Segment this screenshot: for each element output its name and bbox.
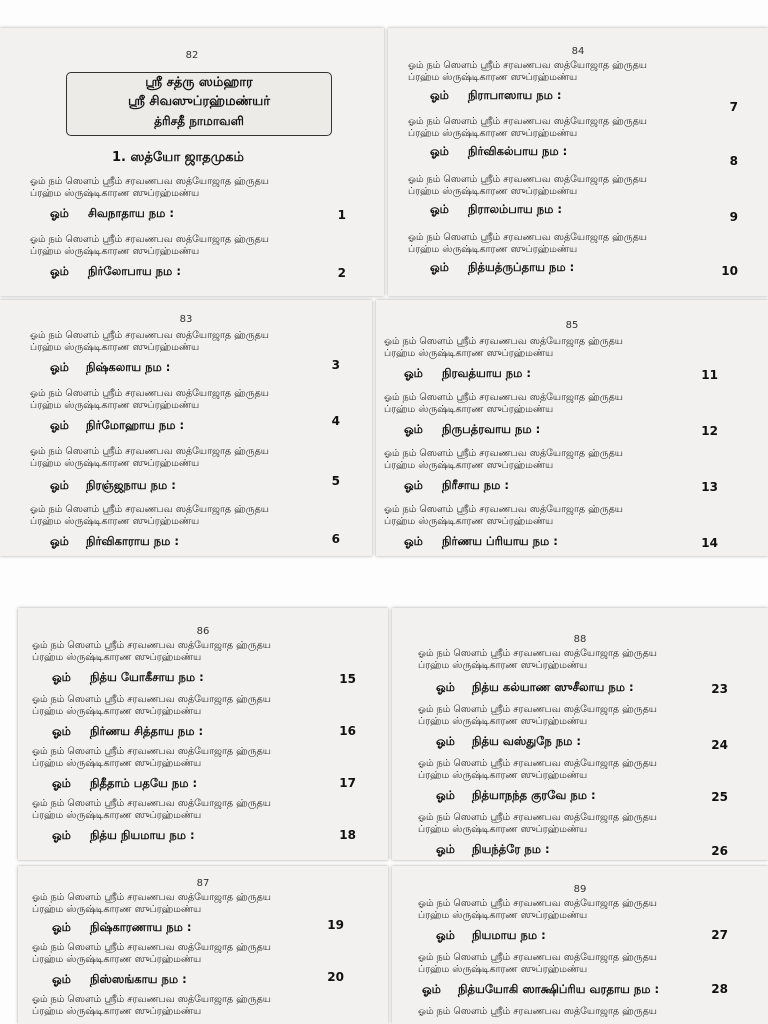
mantra-line-2: ப்ரஹ்ம ஸ்ருஷ்டிகாரண ஸுப்ரஹ்மண்ய xyxy=(408,244,578,255)
entry-number: 23 xyxy=(711,682,728,696)
om-label: ஓம் xyxy=(52,776,71,790)
mantra-line-2: ப்ரஹ்ம ஸ்ருஷ்டிகாரண ஸுப்ரஹ்மண்ய xyxy=(418,910,588,921)
page-number: 82 xyxy=(185,50,199,61)
name-entry: நிரவத்யாய நம : xyxy=(442,366,531,380)
mantra-line-1: ஓம் நம் ஸௌம் ஸ்ரீம் சரவணபவ ஸத்யோஜாத ஹ்ருதய xyxy=(384,392,623,403)
entry-number: 18 xyxy=(339,828,356,842)
mantra-line-2: ப்ரஹ்ம ஸ்ருஷ்டிகாரண ஸுப்ரஹ்மண்ய xyxy=(418,716,588,727)
page-number: 85 xyxy=(565,320,579,331)
om-label: ஓம் xyxy=(50,534,69,548)
mantra-line-2: ப்ரஹ்ம ஸ்ருஷ்டிகாரண ஸுப்ரஹ்மண்ய xyxy=(384,516,554,527)
mantra-line-2: ப்ரஹ்ம ஸ்ருஷ்டிகாரண ஸுப்ரஹ்மண்ய xyxy=(32,1006,202,1017)
entry-number: 7 xyxy=(729,100,738,114)
om-label: ஓம் xyxy=(422,982,441,996)
mantra-line-2: ப்ரஹ்ம ஸ்ருஷ்டிகாரண ஸுப்ரஹ்மண்ய xyxy=(30,246,200,257)
page-number: 89 xyxy=(573,884,587,895)
mantra-line-2: ப்ரஹ்ம ஸ்ருஷ்டிகாரண ஸுப்ரஹ்மண்ய xyxy=(30,516,200,527)
entry-number: 10 xyxy=(721,264,738,278)
mantra-line-2: ப்ரஹ்ம ஸ்ருஷ்டிகாரண ஸுப்ரஹ்மண்ய xyxy=(408,186,578,197)
mantra-line-1: ஓம் நம் ஸௌம் ஸ்ரீம் சரவணபவ ஸத்யோஜாத ஹ்ருதய xyxy=(32,994,271,1005)
om-label: ஓம் xyxy=(430,88,449,102)
mantra-line-1: ஓம் நம் ஸௌம் ஸ்ரீம் சரவணபவ ஸத்யோஜாத ஹ்ருதய xyxy=(418,1006,657,1017)
title-box xyxy=(66,72,332,136)
entry-number: 6 xyxy=(331,532,340,546)
name-entry: நித்யத்ருப்தாய நம : xyxy=(468,260,575,274)
mantra-line-1: ஓம் நம் ஸௌம் ஸ்ரீம் சரவணபவ ஸத்யோஜாத ஹ்ருதய xyxy=(418,812,657,823)
om-label: ஓம் xyxy=(50,360,69,374)
entry-number: 9 xyxy=(729,210,738,224)
title-line-2: ஸ்ரீ சிவஸுப்ரஹ்மண்யர் xyxy=(127,94,271,109)
entry-number: 4 xyxy=(331,414,340,428)
mantra-line-2: ப்ரஹ்ம ஸ்ருஷ்டிகாரண ஸுப்ரஹ்மண்ய xyxy=(32,810,202,821)
mantra-line-2: ப்ரஹ்ம ஸ்ருஷ்டிகாரண ஸுப்ரஹ்மண்ய xyxy=(32,954,202,965)
mantra-line-1: ஓம் நம் ஸௌம் ஸ்ரீம் சரவணபவ ஸத்யோஜாத ஹ்ருதய xyxy=(408,174,647,185)
mantra-line-1: ஓம் நம் ஸௌம் ஸ்ரீம் சரவணபவ ஸத்யோஜாத ஹ்ருதய xyxy=(30,176,269,187)
mantra-line-1: ஓம் நம் ஸௌம் ஸ்ரீம் சரவணபவ ஸத்யோஜாத ஹ்ருதய xyxy=(408,60,647,71)
page-84 xyxy=(388,28,768,296)
mantra-line-2: ப்ரஹ்ம ஸ்ருஷ்டிகாரண ஸுப்ரஹ்மண்ய xyxy=(32,904,202,915)
entry-number: 19 xyxy=(327,918,344,932)
om-label: ஓம் xyxy=(52,828,71,842)
entry-number: 1 xyxy=(337,208,346,222)
name-entry: நிர்விகாராய நம : xyxy=(86,534,180,548)
mantra-line-2: ப்ரஹ்ம ஸ்ருஷ்டிகாரண ஸுப்ரஹ்மண்ய xyxy=(418,770,588,781)
entry-number: 28 xyxy=(711,982,728,996)
page-85 xyxy=(376,300,768,556)
mantra-line-2: ப்ரஹ்ம ஸ்ருஷ்டிகாரண ஸுப்ரஹ்மண்ய xyxy=(32,652,202,663)
mantra-line-1: ஓம் நம் ஸௌம் ஸ்ரீம் சரவணபவ ஸத்யோஜாத ஹ்ருதய xyxy=(30,388,269,399)
mantra-line-1: ஓம் நம் ஸௌம் ஸ்ரீம் சரவணபவ ஸத்யோஜாத ஹ்ருதய xyxy=(30,504,269,515)
om-label: ஓம் xyxy=(50,206,69,220)
entry-number: 20 xyxy=(327,970,344,984)
mantra-line-2: ப்ரஹ்ம ஸ்ருஷ்டிகாரண ஸுப்ரஹ்மண்ய xyxy=(30,188,200,199)
mantra-line-2: ப்ரஹ்ம ஸ்ருஷ்டிகாரண ஸுப்ரஹ்மண்ய xyxy=(30,400,200,411)
mantra-line-2: ப்ரஹ்ம ஸ்ருஷ்டிகாரண ஸுப்ரஹ்மண்ய xyxy=(32,706,202,717)
mantra-line-2: ப்ரஹ்ம ஸ்ருஷ்டிகாரண ஸுப்ரஹ்மண்ய xyxy=(384,404,554,415)
mantra-line-1: ஓம் நம் ஸௌம் ஸ்ரீம் சரவணபவ ஸத்யோஜாத ஹ்ருதய xyxy=(30,234,269,245)
om-label: ஓம் xyxy=(404,366,423,380)
om-label: ஓம் xyxy=(436,734,455,748)
om-label: ஓம் xyxy=(436,928,455,942)
name-entry: நித்ய நியமாய நம : xyxy=(90,828,195,842)
page-82 xyxy=(0,28,384,296)
entry-number: 24 xyxy=(711,738,728,752)
name-entry: நித்யாநந்த குரவே நம : xyxy=(472,788,596,802)
name-entry: சிவநாதாய நம : xyxy=(88,206,174,220)
om-label: ஓம் xyxy=(50,264,69,278)
om-label: ஓம் xyxy=(52,670,71,684)
om-label: ஓம் xyxy=(430,260,449,274)
page-83 xyxy=(0,300,372,556)
mantra-line-1: ஓம் நம் ஸௌம் ஸ்ரீம் சரவணபவ ஸத்யோஜாத ஹ்ருதய xyxy=(32,798,271,809)
mantra-line-1: ஓம் நம் ஸௌம் ஸ்ரீம் சரவணபவ ஸத்யோஜாத ஹ்ருதய xyxy=(418,758,657,769)
section-heading: 1. ஸத்யோ ஜாதமுகம் xyxy=(112,150,244,165)
page-number: 86 xyxy=(196,626,210,637)
name-entry: நித்ய யோகீசாய நம : xyxy=(90,670,204,684)
name-entry: நிர்ணய சித்தாய நம : xyxy=(90,724,204,738)
mantra-line-1: ஓம் நம் ஸௌம் ஸ்ரீம் சரவணபவ ஸத்யோஜாத ஹ்ருதய xyxy=(32,892,271,903)
mantra-line-1: ஓம் நம் ஸௌம் ஸ்ரீம் சரவணபவ ஸத்யோஜாத ஹ்ருதய xyxy=(384,504,623,515)
mantra-line-1: ஓம் நம் ஸௌம் ஸ்ரீம் சரவணபவ ஸத்யோஜாத ஹ்ருதய xyxy=(32,694,271,705)
page-number: 88 xyxy=(573,634,587,645)
om-label: ஓம் xyxy=(436,788,455,802)
title-line-1: ஸ்ரீ சத்ரு ஸம்ஹார xyxy=(145,75,253,90)
om-label: ஓம் xyxy=(436,680,455,694)
mantra-line-2: ப்ரஹ்ம ஸ்ருஷ்டிகாரண ஸுப்ரஹ்மண்ய xyxy=(408,128,578,139)
mantra-line-2: ப்ரஹ்ம ஸ்ருஷ்டிகாரண ஸுப்ரஹ்மண்ய xyxy=(384,348,554,359)
mantra-line-1: ஓம் நம் ஸௌம் ஸ்ரீம் சரவணபவ ஸத்யோஜாத ஹ்ருதய xyxy=(384,448,623,459)
mantra-line-2: ப்ரஹ்ம ஸ்ருஷ்டிகாரண ஸுப்ரஹ்மண்ய xyxy=(30,458,200,469)
mantra-line-1: ஓம் நம் ஸௌம் ஸ்ரீம் சரவணபவ ஸத்யோஜாத ஹ்ருதய xyxy=(408,116,647,127)
page-87 xyxy=(18,866,388,1024)
entry-number: 27 xyxy=(711,928,728,942)
mantra-line-1: ஓம் நம் ஸௌம் ஸ்ரீம் சரவணபவ ஸத்யோஜாத ஹ்ருதய xyxy=(30,446,269,457)
name-entry: நிர்மோஹாய நம : xyxy=(86,418,185,432)
om-label: ஓம் xyxy=(430,202,449,216)
name-entry: நியந்த்ரே நம : xyxy=(472,842,550,856)
om-label: ஓம் xyxy=(50,418,69,432)
mantra-line-1: ஓம் நம் ஸௌம் ஸ்ரீம் சரவணபவ ஸத்யோஜாத ஹ்ருதய xyxy=(32,640,271,651)
mantra-line-2: ப்ரஹ்ம ஸ்ருஷ்டிகாரண ஸுப்ரஹ்மண்ய xyxy=(408,72,578,83)
name-entry: நிஷ்காரணாய நம : xyxy=(90,920,192,934)
mantra-line-1: ஓம் நம் ஸௌம் ஸ்ரீம் சரவணபவ ஸத்யோஜாத ஹ்ருதய xyxy=(418,898,657,909)
mantra-line-1: ஓம் நம் ஸௌம் ஸ்ரீம் சரவணபவ ஸத்யோஜாத ஹ்ருதய xyxy=(418,648,657,659)
name-entry: நிஷ்கலாய நம : xyxy=(86,360,171,374)
entry-number: 2 xyxy=(337,266,346,280)
mantra-line-1: ஓம் நம் ஸௌம் ஸ்ரீம் சரவணபவ ஸத்யோஜாத ஹ்ருதய xyxy=(32,746,271,757)
om-label: ஓம் xyxy=(404,422,423,436)
name-entry: நிர்ணய ப்ரியாய நம : xyxy=(442,534,558,548)
mantra-line-1: ஓம் நம் ஸௌம் ஸ்ரீம் சரவணபவ ஸத்யோஜாத ஹ்ருதய xyxy=(32,942,271,953)
entry-number: 12 xyxy=(701,424,718,438)
name-entry: நிராலம்பாய நம : xyxy=(468,202,562,216)
page-86 xyxy=(18,608,388,860)
entry-number: 26 xyxy=(711,844,728,858)
mantra-line-1: ஓம் நம் ஸௌம் ஸ்ரீம் சரவணபவ ஸத்யோஜாத ஹ்ருதய xyxy=(418,704,657,715)
name-entry: நிருபத்ரவாய நம : xyxy=(442,422,541,436)
page-89 xyxy=(392,866,768,1024)
om-label: ஓம் xyxy=(52,920,71,934)
entry-number: 5 xyxy=(331,474,340,488)
name-entry: நிரீசாய நம : xyxy=(442,478,509,492)
mantra-line-1: ஓம் நம் ஸௌம் ஸ்ரீம் சரவணபவ ஸத்யோஜாத ஹ்ருதய xyxy=(418,952,657,963)
mantra-line-2: ப்ரஹ்ம ஸ்ருஷ்டிகாரண ஸுப்ரஹ்மண்ய xyxy=(418,660,588,671)
om-label: ஓம் xyxy=(404,534,423,548)
mantra-line-1: ஓம் நம் ஸௌம் ஸ்ரீம் சரவணபவ ஸத்யோஜாத ஹ்ருதய xyxy=(30,330,269,341)
om-label: ஓம் xyxy=(430,144,449,158)
om-label: ஓம் xyxy=(404,478,423,492)
om-label: ஓம் xyxy=(52,724,71,738)
mantra-line-2: ப்ரஹ்ம ஸ்ருஷ்டிகாரண ஸுப்ரஹ்மண்ய xyxy=(32,758,202,769)
entry-number: 3 xyxy=(331,358,340,372)
entry-number: 15 xyxy=(339,672,356,686)
title-line-3: த்ரிசதீ நாமாவளி xyxy=(154,114,244,128)
name-entry: நிர்லோபாய நம : xyxy=(88,264,181,278)
name-entry: நிர்விகல்பாய நம : xyxy=(468,144,568,158)
name-entry: நிதீதாம் பதயே நம : xyxy=(90,776,198,790)
entry-number: 11 xyxy=(701,368,718,382)
page-number: 83 xyxy=(179,314,193,325)
entry-number: 14 xyxy=(701,536,718,550)
om-label: ஓம் xyxy=(52,972,71,986)
name-entry: நிரஞ்ஜநாய நம : xyxy=(86,478,176,492)
page-number: 87 xyxy=(196,878,210,889)
entry-number: 8 xyxy=(729,154,738,168)
name-entry: நிராபாஸாய நம : xyxy=(468,88,562,102)
name-entry: நிஸ்ஸங்காய நம : xyxy=(90,972,187,986)
entry-number: 13 xyxy=(701,480,718,494)
mantra-line-1: ஓம் நம் ஸௌம் ஸ்ரீம் சரவணபவ ஸத்யோஜாத ஹ்ருதய xyxy=(384,336,623,347)
om-label: ஓம் xyxy=(436,842,455,856)
mantra-line-2: ப்ரஹ்ம ஸ்ருஷ்டிகாரண ஸுப்ரஹ்மண்ய xyxy=(418,824,588,835)
name-entry: நித்ய வஸ்துநே நம : xyxy=(472,734,581,748)
page-88 xyxy=(392,608,768,860)
mantra-line-1: ஓம் நம் ஸௌம் ஸ்ரீம் சரவணபவ ஸத்யோஜாத ஹ்ருதய xyxy=(408,232,647,243)
name-entry: நித்யயோகி ஸாக்ஷிப்ரிய வரதாய நம : xyxy=(458,982,660,996)
entry-number: 16 xyxy=(339,724,356,738)
page-number: 84 xyxy=(571,46,585,57)
mantra-line-2: ப்ரஹ்ம ஸ்ருஷ்டிகாரண ஸுப்ரஹ்மண்ய xyxy=(418,964,588,975)
mantra-line-2: ப்ரஹ்ம ஸ்ருஷ்டிகாரண ஸுப்ரஹ்மண்ய xyxy=(30,342,200,353)
entry-number: 17 xyxy=(339,776,356,790)
om-label: ஓம் xyxy=(50,478,69,492)
name-entry: நித்ய கல்யாண ஸுசீலாய நம : xyxy=(472,680,634,694)
mantra-line-2: ப்ரஹ்ம ஸ்ருஷ்டிகாரண ஸுப்ரஹ்மண்ய xyxy=(384,460,554,471)
name-entry: நியமாய நம : xyxy=(472,928,546,942)
entry-number: 25 xyxy=(711,790,728,804)
